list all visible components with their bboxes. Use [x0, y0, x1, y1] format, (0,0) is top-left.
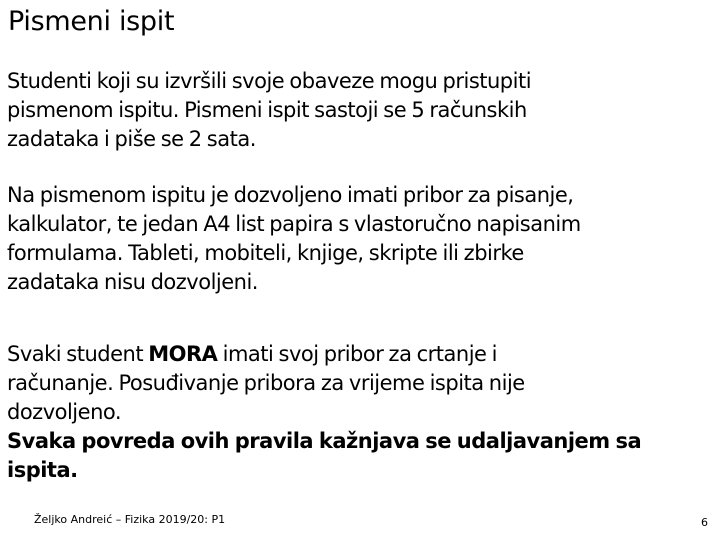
paragraph-line: formulama. Tableti, mobiteli, knjige, skripte ili zbirke [7, 241, 524, 265]
paragraph-line: Studenti koji su izvršili svoje obaveze mogu pristupiti [7, 69, 532, 93]
paragraph-line: Na pismenom ispitu je dozvoljeno imati pribor za pisanje, [7, 183, 574, 207]
paragraph-line: dozvoljeno. [7, 400, 122, 424]
rule-text: imati svoj pribor za crtanje i [217, 342, 497, 366]
paragraph-line: zadataka i piše se 2 sata. [7, 127, 256, 151]
footer-author-course: Željko Andreić – Fizika 2019/20: P1 [34, 513, 226, 526]
rules-paragraph [7, 340, 707, 485]
allowed-materials-paragraph [7, 181, 707, 297]
emphasis-must: MORA [148, 342, 218, 366]
paragraph-line: pismenom ispitu. Pismeni ispit sastoji se 5 računskih [7, 98, 527, 122]
penalty-warning-line: ispita. [7, 458, 78, 482]
page-number: 6 [701, 516, 708, 529]
rule-text: Svaki student [7, 342, 149, 366]
paragraph-line: zadataka nisu dozvoljeni. [7, 270, 258, 294]
slide-title: Pismeni ispit [8, 6, 175, 37]
penalty-warning-line: Svaka povreda ovih pravila kažnjava se udaljavanjem sa [7, 429, 642, 453]
paragraph-line [7, 340, 707, 369]
exam-access-paragraph [7, 67, 647, 154]
paragraph-line: računanje. Posuđivanje pribora za vrijeme ispita nije [7, 371, 525, 395]
paragraph-line: kalkulator, te jedan A4 list papira s vlastoručno napisanim [7, 212, 581, 236]
